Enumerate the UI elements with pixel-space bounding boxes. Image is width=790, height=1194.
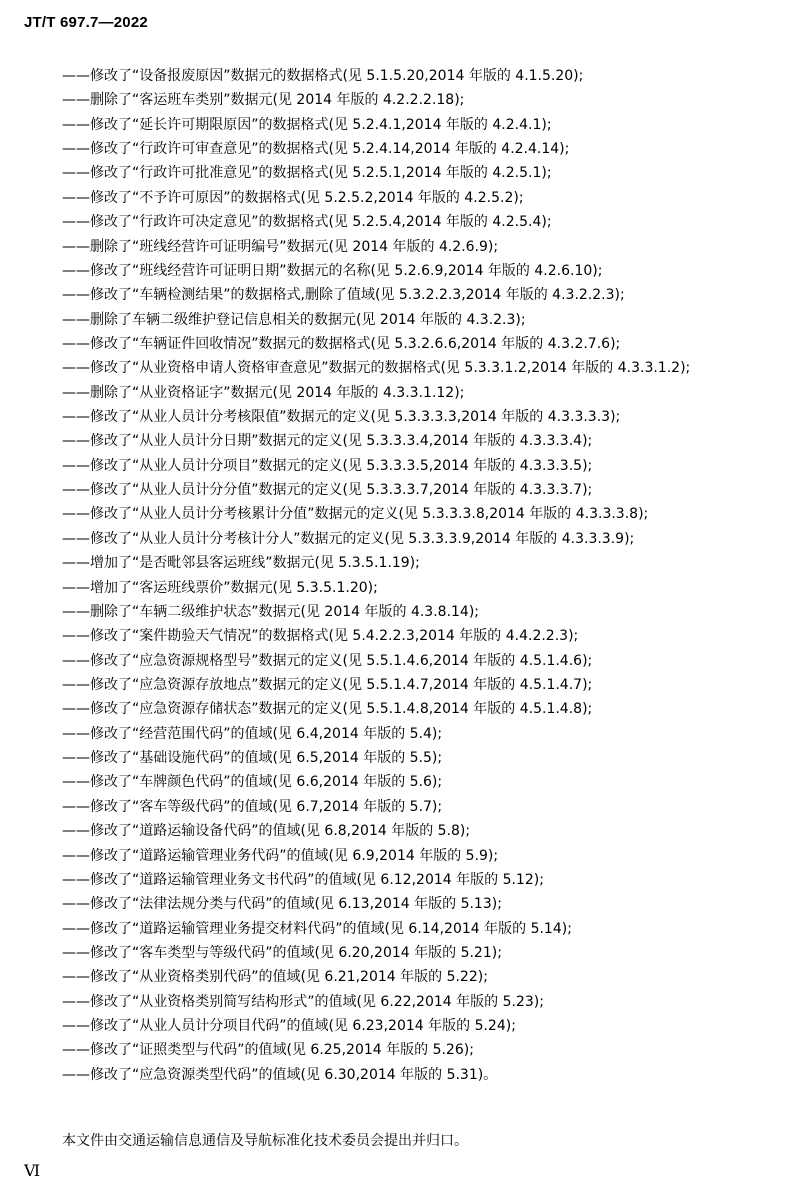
change-item: ——修改了“基础设施代码”的值域(见 6.5,2014 年版的 5.5); xyxy=(62,750,443,767)
change-item: ——修改了“车牌颜色代码”的值域(见 6.6,2014 年版的 5.6); xyxy=(62,774,443,791)
change-item: ——修改了“车辆证件回收情况”数据元的数据格式(见 5.3.2.6.6,2014 年版的 4.3.2.7.6); xyxy=(62,335,621,352)
change-item: ——修改了“从业资格类别简写结构形式”的值域(见 6.22,2014 年版的 5.23); xyxy=(62,993,544,1010)
change-item: ——修改了“客车类型与等级代码”的值域(见 6.20,2014 年版的 5.21); xyxy=(62,944,502,961)
change-item: ——修改了“从业人员计分项目”数据元的定义(见 5.3.3.3.5,2014 年版的 4.3.3.3.5); xyxy=(62,457,593,474)
change-item: ——修改了“应急资源规格型号”数据元的定义(见 5.5.1.4.6,2014 年版的 4.5.1.4.6); xyxy=(62,652,593,669)
change-item: ——修改了“应急资源存储状态”数据元的定义(见 5.5.1.4.8,2014 年版的 4.5.1.4.8); xyxy=(62,701,593,718)
change-item: ——修改了“从业资格申请人资格审查意见”数据元的数据格式(见 5.3.3.1.2,2014 年版的 4.3.3.1.2); xyxy=(62,360,691,377)
change-item: ——修改了“不予许可原因”的数据格式(见 5.2.5.2,2014 年版的 4.2.5.2); xyxy=(62,189,524,206)
change-item: ——删除了“从业资格证字”数据元(见 2014 年版的 4.3.3.1.12); xyxy=(62,384,465,401)
change-item: ——修改了“车辆检测结果”的数据格式,删除了值域(见 5.3.2.2.3,2014 年版的 4.3.2.2.3); xyxy=(62,287,625,304)
change-item: ——删除了“车辆二级维护状态”数据元(见 2014 年版的 4.3.8.14); xyxy=(62,603,480,620)
change-item: ——修改了“道路运输管理业务代码”的值域(见 6.9,2014 年版的 5.9); xyxy=(62,847,499,864)
closing-statement: 本文件由交通运输信息通信及导航标准化技术委员会提出并归口。 xyxy=(62,1133,468,1149)
change-item: ——修改了“法律法规分类与代码”的值域(见 6.13,2014 年版的 5.13); xyxy=(62,896,502,913)
change-item: ——修改了“从业人员计分考核计分人”数据元的定义(见 5.3.3.3.9,2014 年版的 4.3.3.3.9); xyxy=(62,530,635,547)
change-item: ——删除了“班线经营许可证明编号”数据元(见 2014 年版的 4.2.6.9); xyxy=(62,238,499,255)
change-item: ——删除了车辆二级维护登记信息相关的数据元(见 2014 年版的 4.3.2.3); xyxy=(62,311,526,328)
change-item: ——修改了“应急资源类型代码”的值域(见 6.30,2014 年版的 5.31)。 xyxy=(62,1066,498,1083)
change-item: ——修改了“行政许可批准意见”的数据格式(见 5.2.5.1,2014 年版的 4.2.5.1); xyxy=(62,165,552,182)
change-item: ——修改了“道路运输设备代码”的值域(见 6.8,2014 年版的 5.8); xyxy=(62,823,471,840)
page-number: Ⅵ xyxy=(24,1161,41,1180)
change-item: ——修改了“应急资源存放地点”数据元的定义(见 5.5.1.4.7,2014 年版的 4.5.1.4.7); xyxy=(62,676,593,693)
change-item: ——修改了“道路运输管理业务文书代码”的值域(见 6.12,2014 年版的 5.12); xyxy=(62,871,544,888)
change-item: ——修改了“行政许可决定意见”的数据格式(见 5.2.5.4,2014 年版的 4.2.5.4); xyxy=(62,214,552,231)
change-item: ——修改了“从业人员计分分值”数据元的定义(见 5.3.3.3.7,2014 年版的 4.3.3.3.7); xyxy=(62,482,593,499)
document-code-header: JT/T 697.7—2022 xyxy=(24,14,148,31)
change-item: ——修改了“道路运输管理业务提交材料代码”的值域(见 6.14,2014 年版的 5.14); xyxy=(62,920,572,937)
change-item: ——删除了“客运班车类别”数据元(见 2014 年版的 4.2.2.2.18); xyxy=(62,92,465,109)
change-item: ——修改了“证照类型与代码”的值域(见 6.25,2014 年版的 5.26); xyxy=(62,1042,474,1059)
change-item: ——修改了“经营范围代码”的值域(见 6.4,2014 年版的 5.4); xyxy=(62,725,443,742)
change-item: ——增加了“客运班线票价”数据元(见 5.3.5.1.20); xyxy=(62,579,378,596)
change-item: ——修改了“从业资格类别代码”的值域(见 6.21,2014 年版的 5.22); xyxy=(62,969,488,986)
change-list xyxy=(62,64,782,1087)
change-item: ——修改了“从业人员计分考核限值”数据元的定义(见 5.3.3.3.3,2014 年版的 4.3.3.3.3); xyxy=(62,409,621,426)
change-item: ——增加了“是否毗邻县客运班线”数据元(见 5.3.5.1.19); xyxy=(62,555,420,572)
change-item: ——修改了“客车等级代码”的值域(见 6.7,2014 年版的 5.7); xyxy=(62,798,443,815)
change-item: ——修改了“从业人员计分日期”数据元的定义(见 5.3.3.3.4,2014 年版的 4.3.3.3.4); xyxy=(62,433,593,450)
change-item: ——修改了“班线经营许可证明日期”数据元的名称(见 5.2.6.9,2014 年版的 4.2.6.10); xyxy=(62,262,603,279)
change-item: ——修改了“从业人员计分考核累计分值”数据元的定义(见 5.3.3.3.8,2014 年版的 4.3.3.3.8); xyxy=(62,506,649,523)
change-item: ——修改了“延长许可期限原因”的数据格式(见 5.2.4.1,2014 年版的 4.2.4.1); xyxy=(62,116,552,133)
change-item: ——修改了“案件勘验天气情况”的数据格式(见 5.4.2.2.3,2014 年版的 4.4.2.2.3); xyxy=(62,628,579,645)
change-item: ——修改了“行政许可审查意见”的数据格式(见 5.2.4.14,2014 年版的 4.2.4.14); xyxy=(62,141,570,158)
change-item: ——修改了“设备报废原因”数据元的数据格式(见 5.1.5.20,2014 年版的 4.1.5.20); xyxy=(62,68,584,84)
change-item: ——修改了“从业人员计分项目代码”的值域(见 6.23,2014 年版的 5.24); xyxy=(62,1018,516,1035)
